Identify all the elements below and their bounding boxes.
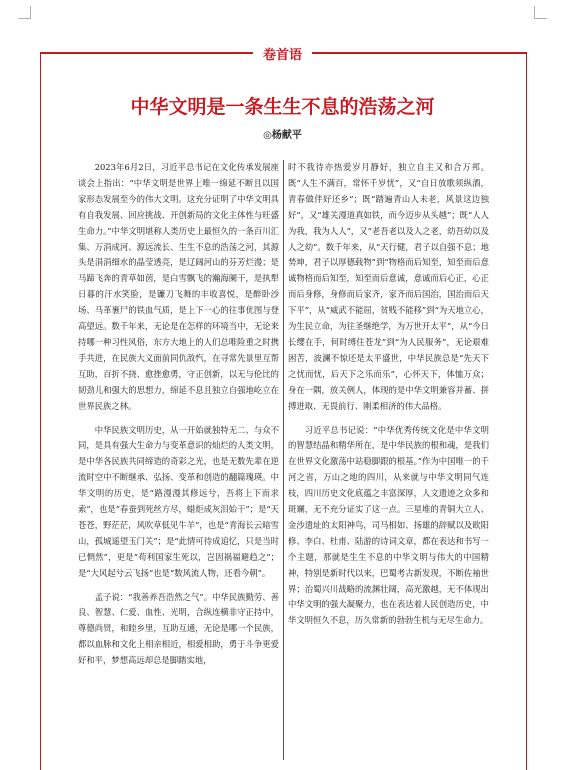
crop-mark-top-left — [18, 6, 31, 19]
paragraph: 孟子说：“我善养吾浩然之气”。中华民族勤劳、善良、智慧、仁爱、血性、光明，合纵连横非守正持中，尊德尚贤，和睦乡里，互助互通，无论是哪一个民族，都以血脉和文化上相亲相近，相爱相助，勇于斗争更爱好和平，梦想高远却总是脚踏实地， — [78, 591, 279, 666]
article-author: ◎杨献平 — [263, 130, 302, 141]
paragraph: 2023年6月2日，习近平总书记在文化传承发展座谈会上指出：“中华文明是世界上唯一绵延不断且以国家形态发展至今的伟大文明。这充分证明了中华文明具有自我发展、回应挑战、开创新局的文化主体性与旺盛生命力。”中华文明堪称人类历史上最恒久的一条百川汇集、万涓成河、源远流长、生生不息的浩荡之河，其源头是涓涓细水的晶莹透亮，是辽阔河山的芬芳烂漫；是马蹄飞奔的青草如茵，是白雪飘飞的瀚海阑干，是执犁日暮的汗水笑脸，是镰刀飞舞的丰收喜悦，是醉卧沙场、马革裹尸的铁血气质，是上下一心的往事优图与登高望远。数千年来，无论是在怎样的环境当中，无论来持哪一种习性风俗，东方大地上的人们总唯险重之时携手共进，在民族大义面前同仇敌忾，在寻常先景里互帮互助，百折不挠、愈挫愈勇，守正创新，以无与伦比的韧劲儿和强大的思想力，绵延不息且独立自强地屹立在世界民族之林。 — [78, 162, 279, 411]
paragraph: 时不我待亦热爱岁月静好，独立自主又和合万邦。既“人生不满百，常怀千岁忧”，又“自日放歌须纵酒，青春做伴好还乡”；既“踏遍青山人未老，风景这边独好”，又“雄关漫道真如铁，而今迈步从头越”；既“人人为我，我为人人”，又“老吾老以及人之老，幼吾幼以及人之幼”。数千年来，从“天行健，君子以自强不息；地势坤，君子以厚德载物”到“物格而后知至，知至而后意诚物格而后知至，知至而后意诚，意诚而后心正，心正而后身修，身修而后家齐，家齐而后国治，国治而后天下平”，从“威武不能屈，贫贱不能移”到“为天地立心，为生民立命，为往圣继绝学，为万世开太平”，从“今日长缨在手，何时缚住苍龙”到“为人民服务”，无论艰难困苦，波澜不惊还是太平盛世，中华民族总是“先天下之忧而忧，后天下之乐而乐”，心怀天下，体恤万众；身在一隅，放关例人，体现的是中华文明兼容并蓄、拼搏进取、无畏前行、刚柔相济的伟大品格。 — [288, 162, 489, 411]
paragraph: 习近平总书记说：“中华优秀传统文化是中华文明的智慧结晶和精华所在，是中华民族的根和魂，是我们在世界文化激荡中站稳脚跟的根基。”作为中国唯一的千河之省，万山之地的四川，从来就与中华文明同气连枝，四川历史文化底蕴之丰富深厚，人文遗迹之众多和斑斓，无不充分证实了这一点。三星堆的青铜大立人、金沙遗址的太阳神鸟，司马相如、扬雄的辞赋以及欧阳修、李白、杜甫、陆游的诗词文章，都在表达和书写一个主题，那就是生生不息的中华文明与伟大的中国精神，特别是新时代以来，巴蜀考古新发现，不断佐袖世界；治蜀兴川战略的流渊壮阔，高光激越，无不体现出中华文明的强大凝聚力，也在表达着人民创造历史，中华文明恒久不息，历久常新的勃勃生机与无尽生命力。 — [288, 424, 489, 626]
article-column-left — [78, 160, 279, 760]
crop-mark-top-right — [534, 6, 547, 19]
section-label: 卷首语 — [0, 44, 565, 63]
article-title: 中华文明是一条生生不息的浩荡之河 — [130, 96, 435, 118]
column-divider — [283, 160, 284, 760]
paragraph: 中华民族文明历史，从一开始就独特无二、与众不同，是具有强大生命力与变革意识的灿烂的人类文明，是中华各民族共同缔造的奇彩之光，也是无数先辈在逆流时空中不断继承、弘扬、变革和创造的翻篇瑰瑛。中华文明的历史，是“路漫漫其修远兮，吾将上下而求索”，也是“春蚕到死丝方尽，蜡炬成灰泪始干”；是“天苍苍，野茫茫，风吹草低见牛羊”，也是“青海长云暗雪山，孤城遥望玉门关”；是“此情可待成追忆，只是当时已惘然”，更是“苟利国家生死以，岂因祸福避趋之”；是“大风起兮云飞扬”也是“数风流人物，还看今朝”。 — [78, 424, 279, 578]
article-column-right — [288, 160, 489, 760]
